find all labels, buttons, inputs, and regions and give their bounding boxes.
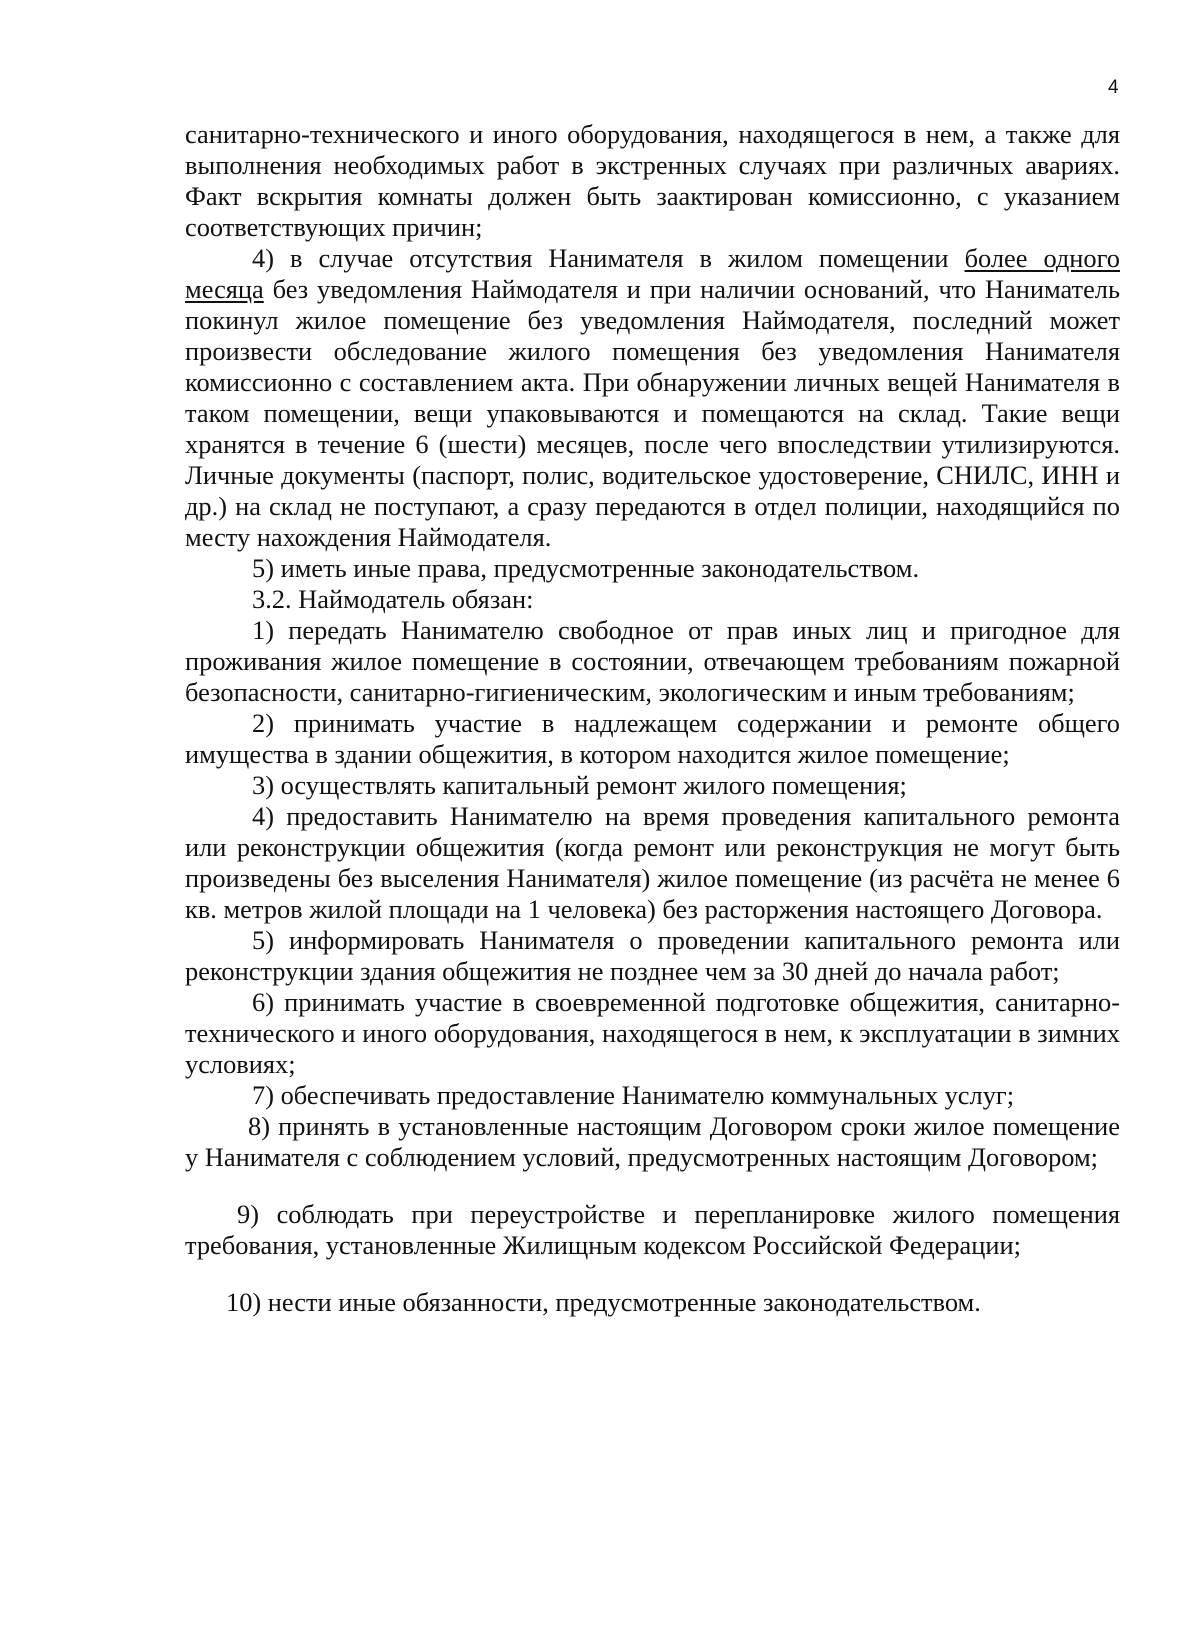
- document-body: [185, 119, 1120, 1318]
- section-heading-3-2: 3.2. Наймодатель обязан:: [252, 584, 534, 614]
- paragraph-duty-10: 10) нести иные обязанности, предусмотренные законодательством.: [226, 1287, 981, 1317]
- item-4-suffix: без уведомления Наймодателя и при наличии оснований, что Наниматель покинул жилое помещение без уведомления Наймодателя, последний может произвести обследование жилого помещения без уведомления Нанимателя комиссионно с составлением акта. При обнаружении личных вещей Нанимателя в таком помещении, вещи упаковываются и помещаются на склад. Такие вещи хранятся в течение 6 (шести) месяцев, после чего впоследствии утилизируются. Личные документы (паспорт, полис, водительское удостоверение, СНИЛС, ИНН и др.) на склад не поступают, а сразу передаются в отдел полиции, находящийся по месту нахождения Наймодателя.: [185, 274, 1120, 552]
- paragraph-duty-1: 1) передать Нанимателю свободное от прав иных лиц и пригодное для проживания жилое помещение в состоянии, отвечающем требованиям пожарной безопасности, санитарно-гигиеническим, экологическим и иным требованиям;: [185, 615, 1120, 707]
- paragraph-duty-2: 2) принимать участие в надлежащем содержании и ремонте общего имущества в здании общежития, в котором находится жилое помещение;: [185, 708, 1120, 769]
- paragraph-continuation: санитарно-технического и иного оборудования, находящегося в нем, а также для выполнения необходимых работ в экстренных случаях при различных авариях. Факт вскрытия комнаты должен быть заактирован комиссионно, с указанием соответствующих причин;: [185, 119, 1120, 242]
- paragraph-duty-7: 7) обеспечивать предоставление Нанимателю коммунальных услуг;: [252, 1080, 1015, 1110]
- paragraph-item-5: 5) иметь иные права, предусмотренные законодательством.: [252, 553, 920, 583]
- paragraph-duty-3: 3) осуществлять капитальный ремонт жилого помещения;: [252, 770, 907, 800]
- paragraph-duty-4: 4) предоставить Нанимателю на время проведения капитального ремонта или реконструкции общежития (когда ремонт или реконструкция не могут быть произведены без выселения Нанимателя) жилое помещение (из расчёта не менее 6 кв. метров жилой площади на 1 человека) без расторжения настоящего Договора.: [185, 801, 1120, 924]
- paragraph-duty-5: 5) информировать Нанимателя о проведении капитального ремонта или реконструкции здания общежития не позднее чем за 30 дней до начала работ;: [185, 925, 1120, 986]
- paragraph-duty-6: 6) принимать участие в своевременной подготовке общежития, санитарно-технического и иного оборудования, находящегося в нем, к эксплуатации в зимних условиях;: [185, 987, 1120, 1079]
- item-4-underlined-term: более одного месяца: [185, 243, 1120, 304]
- item-4-prefix: 4) в случае отсутствия Нанимателя в жилом помещении: [252, 243, 965, 273]
- paragraph-duty-9: 9) соблюдать при переустройстве и перепланировке жилого помещения требования, установленные Жилищным кодексом Российской Федерации;: [185, 1199, 1120, 1260]
- paragraph-duty-8: 8) принять в установленные настоящим Договором сроки жилое помещение у Нанимателя с соблюдением условий, предусмотренных настоящим Договором;: [185, 1111, 1120, 1172]
- page-number: 4: [1108, 77, 1119, 98]
- paragraph-item-4: [185, 243, 1120, 553]
